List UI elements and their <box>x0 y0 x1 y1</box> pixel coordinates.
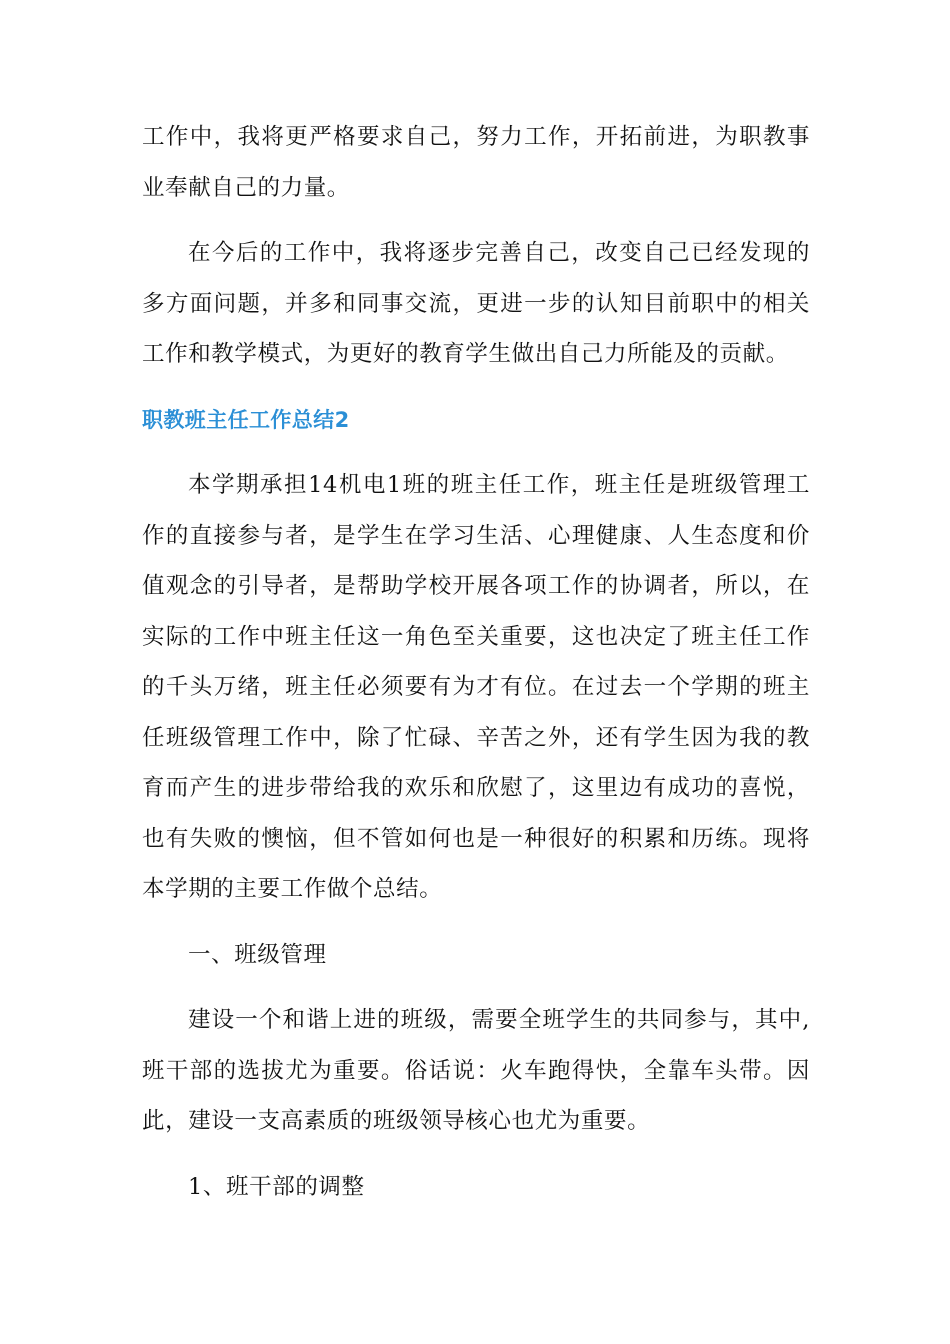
document-body <box>142 112 810 1212</box>
subheading-class-management: 一、班级管理 <box>188 941 327 968</box>
paragraph-class-cadre: 建设一个和谐上进的班级，需要全班学生的共同参与，其中,班干部的选拔尤为重要。俗话说：火车跑得快，全靠车头带。因此，建设一支高素质的班级领导核心也尤为重要。 <box>142 1007 810 1134</box>
subheading-cadre-adjustment: 1、班干部的调整 <box>188 1173 365 1200</box>
section-heading: 职教班主任工作总结2 <box>142 407 350 432</box>
paragraph-summary-intro: 本学期承担14机电1班的班主任工作，班主任是班级管理工作的直接参与者，是学生在学习生活、心理健康、人生态度和价值观念的引导者，是帮助学校开展各项工作的协调者，所以，在实际的工作中班主任这一角色至关重要，这也决定了班主任工作的千头万绪，班主任必须要有为才有位。在过去一个学期的班主任班级管理工作中，除了忙碌、辛苦之外，还有学生因为我的教育而产生的进步带给我的欢乐和欣慰了，这里边有成功的喜悦，也有失败的懊恼，但不管如何也是一种很好的积累和历练。现将本学期的主要工作做个总结。 <box>142 472 810 902</box>
paragraph-future-work: 在今后的工作中，我将逐步完善自己，改变自己已经发现的多方面问题，并多和同事交流，更进一步的认知目前职中的相关工作和教学模式，为更好的教育学生做出自己力所能及的贡献。 <box>142 240 810 367</box>
paragraph-continuation: 工作中，我将更严格要求自己，努力工作，开拓前进，为职教事业奉献自己的力量。 <box>142 124 810 201</box>
